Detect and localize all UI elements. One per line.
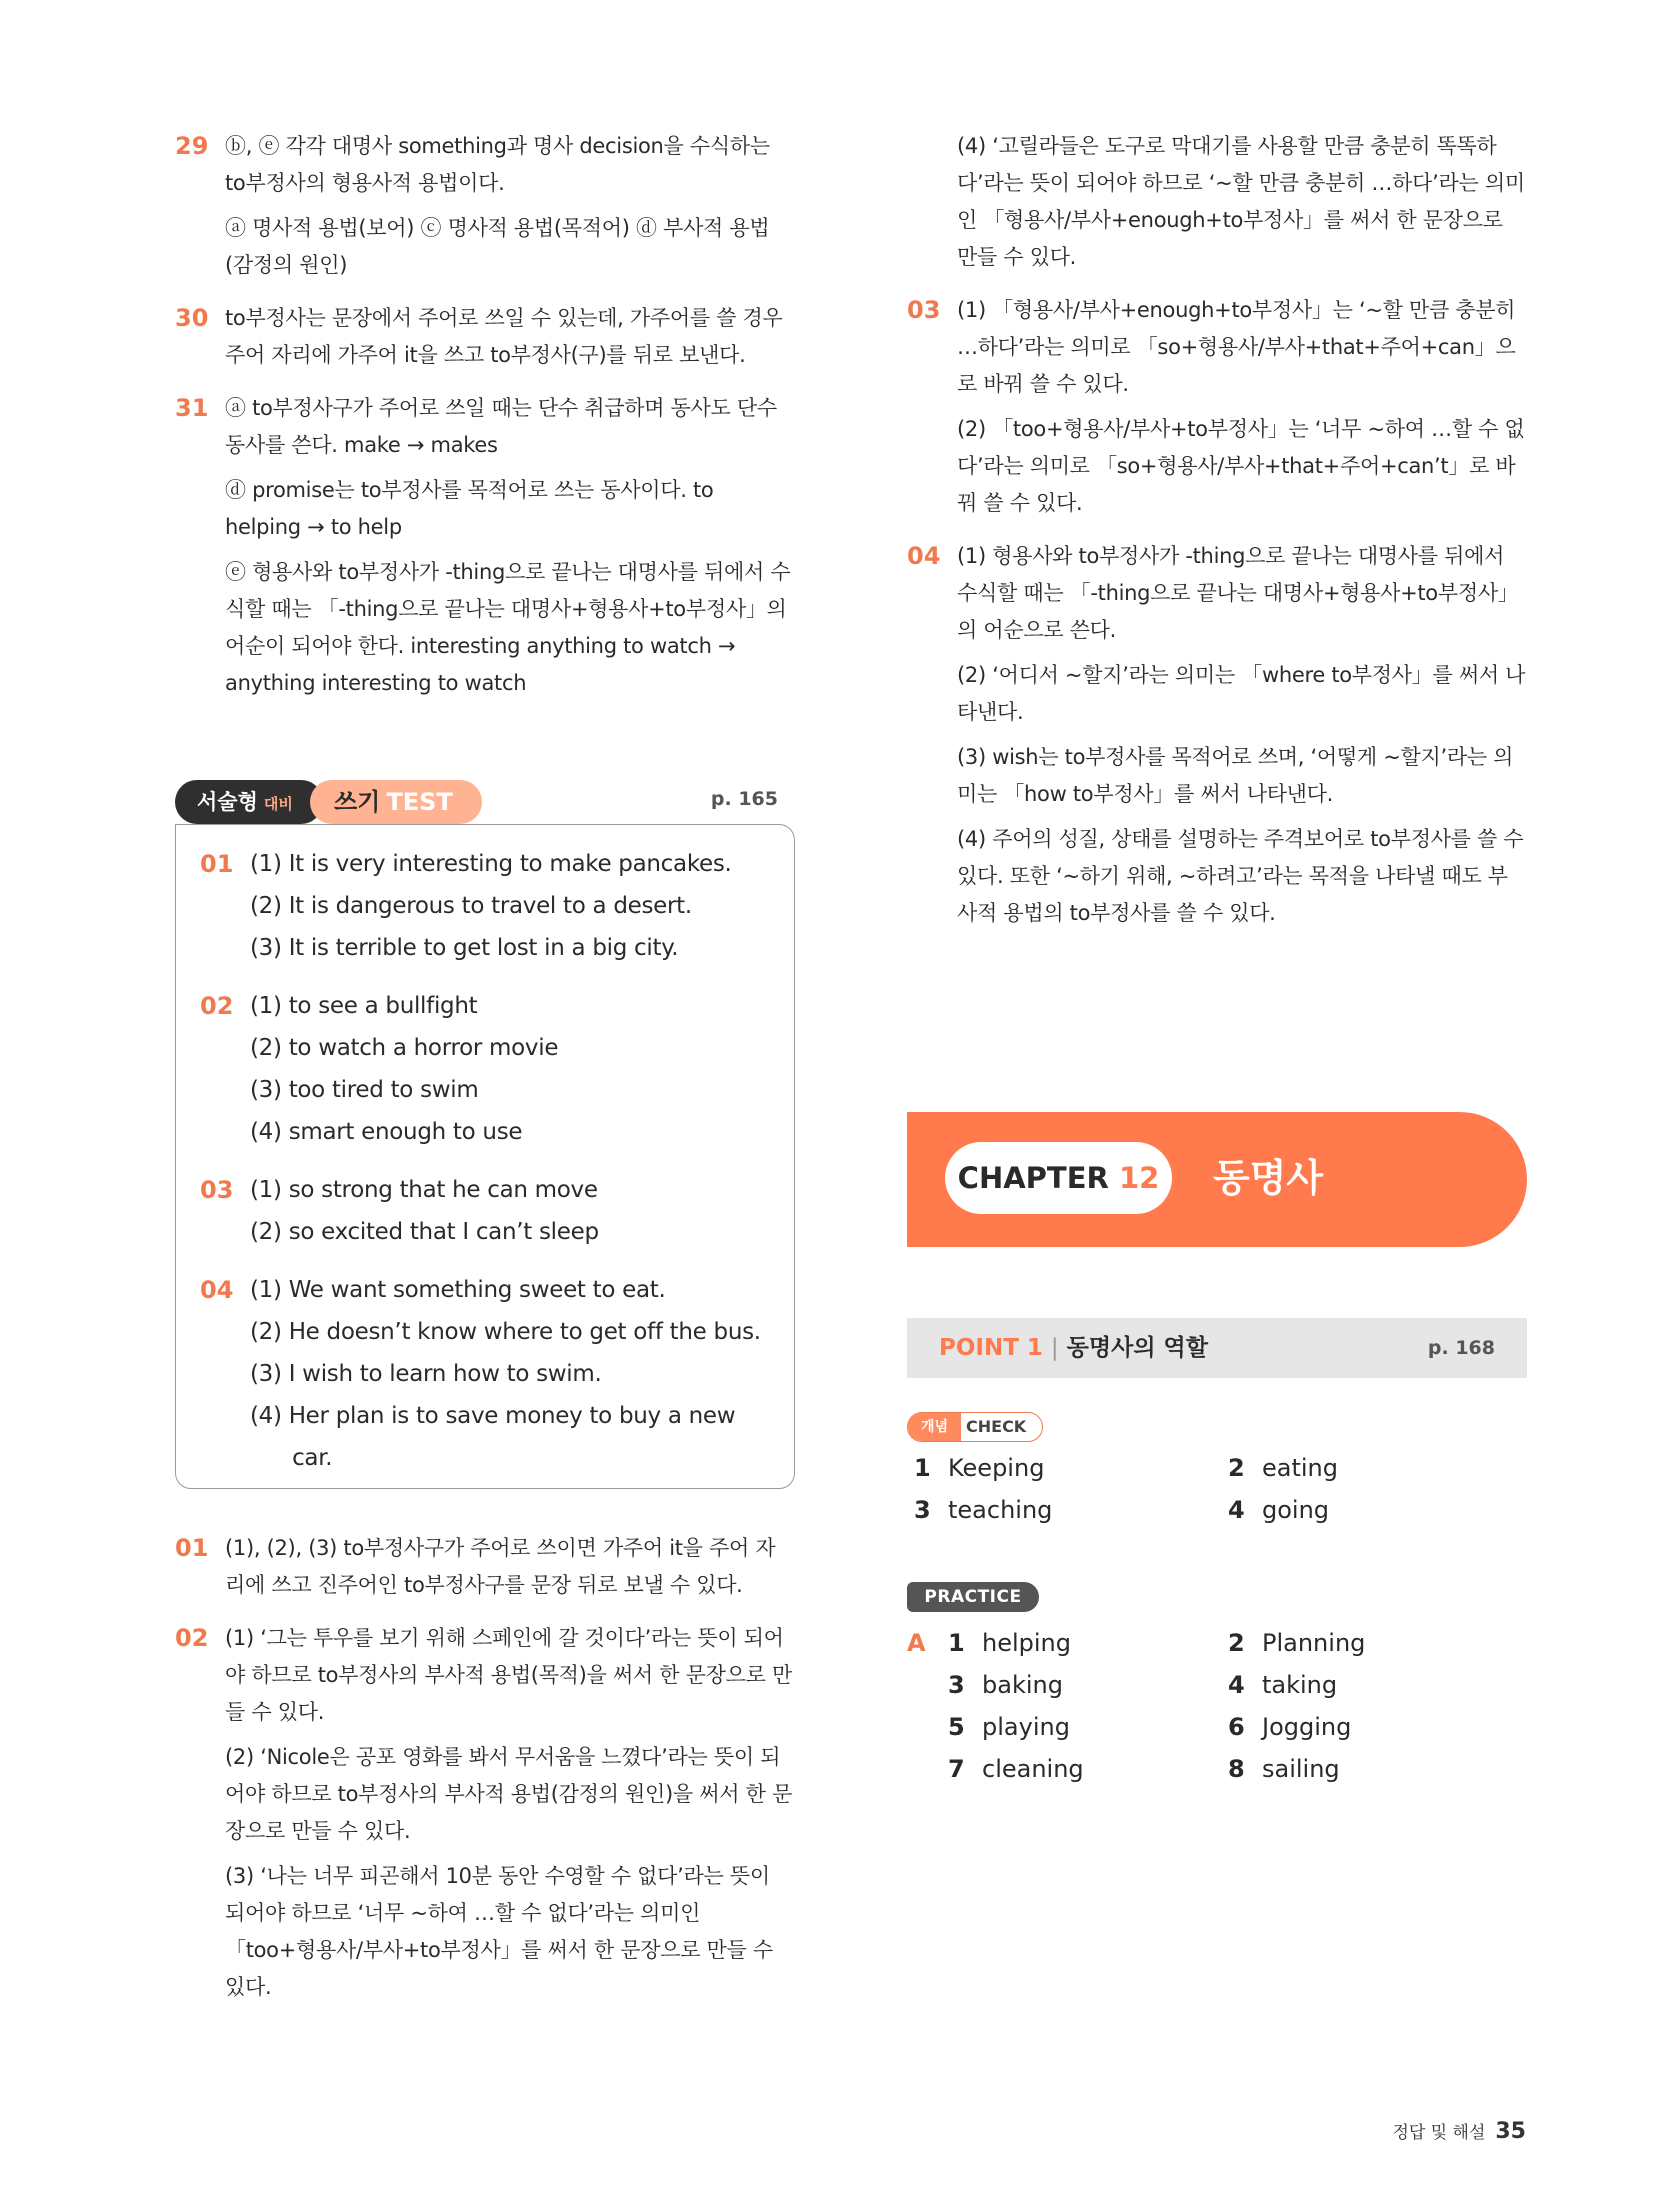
explanation-text: ⓐ 명사적 용법(보어) ⓒ 명사적 용법(목적어) ⓓ 부사적 용법(감정의 원인): [225, 216, 770, 277]
answer-group: [200, 1269, 770, 1479]
point-page-ref: p. 168: [1427, 1337, 1495, 1359]
answer-item: 1 helping: [948, 1629, 1071, 1657]
answer-line: (2) to watch a horror movie: [250, 1035, 559, 1061]
answer-line: (4) Her plan is to save money to buy a new: [250, 1403, 736, 1429]
answer-item: 4 taking: [1228, 1671, 1338, 1699]
right-top-explanations: [907, 128, 1527, 948]
explanation-item: [907, 292, 1527, 522]
answer-item: 3 teaching: [914, 1496, 1053, 1524]
answer-group: [200, 985, 770, 1153]
explanation-text: ⓐ to부정사구가 주어로 쓰일 때는 단수 취급하며 동사도 단수동사를 쓴다. make → makes: [225, 396, 777, 457]
answer-item: 1 Keeping: [914, 1454, 1045, 1482]
chapter-title: 동명사: [1213, 1156, 1324, 1200]
writing-test-header: [175, 780, 778, 824]
answer-item: 6 Jogging: [1228, 1713, 1352, 1741]
answer-line: car.: [250, 1445, 333, 1471]
badge-descriptive: 서술형 대비: [175, 780, 323, 824]
chapter-label-pill: CHAPTER 12: [945, 1142, 1172, 1214]
explanation-text: (3) wish는 to부정사를 목적어로 쓰며, ‘어떻게 ~할지’라는 의미는 「how to부정사」를 써서 나타낸다.: [957, 745, 1514, 806]
explanation-text: (2) ‘어디서 ~할지’라는 의미는 「where to부정사」를 써서 나타낸다.: [957, 663, 1526, 724]
explanation-text: (4) 주어의 성질, 상태를 설명하는 주격보어로 to부정사를 쓸 수 있다. 또한 ‘~하기 위해, ~하려고’라는 목적을 나타낼 때도 부사적 용법의 to부정사를 쓸 수 있다.: [957, 827, 1524, 925]
practice-badge: PRACTICE: [907, 1582, 1039, 1612]
item-number: 30: [175, 304, 209, 332]
answer-number: 04: [200, 1276, 234, 1304]
answer-line: (2) It is dangerous to travel to a desert.: [250, 893, 692, 919]
explanation-item: [175, 128, 795, 284]
answer-line: (3) It is terrible to get lost in a big city.: [250, 935, 679, 961]
practice-section-label: A: [907, 1629, 926, 1657]
page-number: 35: [1495, 2119, 1526, 2144]
explanation-text: (3) ‘나는 너무 피곤해서 10분 동안 수영할 수 없다’라는 뜻이 되어야 하므로 ‘너무 ~하여 …할 수 없다’라는 의미인 「too+형용사/부사+to부정사」를 써서 한 문장으로 만들 수 있다.: [225, 1864, 773, 1999]
answer-item: 4 going: [1228, 1496, 1330, 1524]
point-label: POINT 1: [939, 1335, 1043, 1361]
explanation-text: ⓓ promise는 to부정사를 목적어로 쓰는 동사이다. to helping → to help: [225, 478, 714, 539]
explanation-text: (1) 형용사와 to부정사가 -thing으로 끝나는 대명사를 뒤에서 수식할 때는 「-thing으로 끝나는 대명사+형용사+to부정사」의 어순으로 쓴다.: [957, 544, 1519, 642]
answer-line: (4) smart enough to use: [250, 1119, 523, 1145]
point-bar: POINT 1 | 동명사의 역할 p. 168: [907, 1318, 1527, 1378]
item-number: 31: [175, 394, 209, 422]
explanation-text: (1) 「형용사/부사+enough+to부정사」는 ‘~할 만큼 충분히 …하다’라는 의미로 「so+형용사/부사+that+주어+can」으로 바꿔 쓸 수 있다.: [957, 298, 1516, 396]
answer-number: 03: [200, 1176, 234, 1204]
item-number: 04: [907, 542, 941, 570]
explanation-text: (1) ‘그는 투우를 보기 위해 스페인에 갈 것이다’라는 뜻이 되어야 하므로 to부정사의 부사적 용법(목적)을 써서 한 문장으로 만들 수 있다.: [225, 1626, 792, 1724]
explanation-item: [175, 300, 795, 374]
answer-number: 02: [200, 992, 234, 1020]
answer-line: (1) It is very interesting to make pancakes.: [250, 851, 732, 877]
answer-item: 8 sailing: [1228, 1755, 1340, 1783]
answer-line: (2) so excited that I can’t sleep: [250, 1219, 599, 1245]
point-title: 동명사의 역할: [1066, 1335, 1208, 1361]
badge-writing-test: 쓰기 TEST: [310, 780, 482, 824]
explanation-text: ⓑ, ⓔ 각각 대명사 something과 명사 decision을 수식하는 to부정사의 형용사적 용법이다.: [225, 134, 770, 195]
answer-group: [200, 1169, 770, 1253]
explanation-text: (2) ‘Nicole은 공포 영화를 봐서 무서움을 느꼈다’라는 뜻이 되어야 하므로 to부정사의 부사적 용법(감정의 원인)을 써서 한 문장으로 만들 수 있다.: [225, 1745, 792, 1843]
explanation-text: ⓔ 형용사와 to부정사가 -thing으로 끝나는 대명사를 뒤에서 수식할 때는 「-thing으로 끝나는 대명사+형용사+to부정사」의 어순이 되어야 한다. interesting anything to watch → anything interesting to watch: [225, 560, 791, 695]
explanation-text: (2) 「too+형용사/부사+to부정사」는 ‘너무 ~하여 …할 수 없다’라는 의미로 「so+형용사/부사+that+주어+can’t」로 바꿔 쓸 수 있다.: [957, 417, 1525, 515]
answer-line: (1) We want something sweet to eat.: [250, 1277, 666, 1303]
left-bottom-explanations: [175, 1530, 795, 2022]
explanation-item: [907, 128, 1527, 276]
answer-number: 01: [200, 850, 234, 878]
item-number: 01: [175, 1534, 209, 1562]
left-top-explanations: [175, 128, 795, 718]
page-footer: [1392, 2118, 1526, 2144]
chapter-banner: [907, 1112, 1527, 1247]
explanation-item: [175, 1530, 795, 1604]
writing-test-page-ref: p. 165: [710, 788, 778, 810]
explanation-item: [175, 390, 795, 702]
answer-line: (1) to see a bullfight: [250, 993, 478, 1019]
concept-check-badge: 개념 CHECK: [907, 1412, 1043, 1442]
item-number: 03: [907, 296, 941, 324]
footer-label: 정답 및 해설: [1392, 2123, 1486, 2143]
answer-item: 7 cleaning: [948, 1755, 1084, 1783]
item-number: 29: [175, 132, 209, 160]
answer-item: 5 playing: [948, 1713, 1070, 1741]
writing-test-box: [175, 824, 795, 1489]
item-number: 02: [175, 1624, 209, 1652]
explanation-text: (1), (2), (3) to부정사구가 주어로 쓰이면 가주어 it을 주어 자리에 쓰고 진주어인 to부정사구를 문장 뒤로 보낼 수 있다.: [225, 1536, 776, 1597]
answer-item: 2 eating: [1228, 1454, 1338, 1482]
explanation-text: (4) ‘고릴라들은 도구로 막대기를 사용할 만큼 충분히 똑똑하다’라는 뜻이 되어야 하므로 ‘~할 만큼 충분히 …하다’라는 의미인 「형용사/부사+enough+to부정사」를 써서 한 문장으로 만들 수 있다.: [957, 134, 1525, 269]
answer-item: 2 Planning: [1228, 1629, 1366, 1657]
answer-line: (3) I wish to learn how to swim.: [250, 1361, 602, 1387]
answer-line: (2) He doesn’t know where to get off the bus.: [250, 1319, 761, 1345]
answer-line: (1) so strong that he can move: [250, 1177, 598, 1203]
explanation-item: [175, 1620, 795, 2006]
explanation-text: to부정사는 문장에서 주어로 쓰일 수 있는데, 가주어를 쓸 경우 주어 자리에 가주어 it을 쓰고 to부정사(구)를 뒤로 보낸다.: [225, 306, 783, 367]
answer-group: [200, 843, 770, 969]
explanation-item: [907, 538, 1527, 932]
answer-item: 3 baking: [948, 1671, 1063, 1699]
answer-line: (3) too tired to swim: [250, 1077, 479, 1103]
